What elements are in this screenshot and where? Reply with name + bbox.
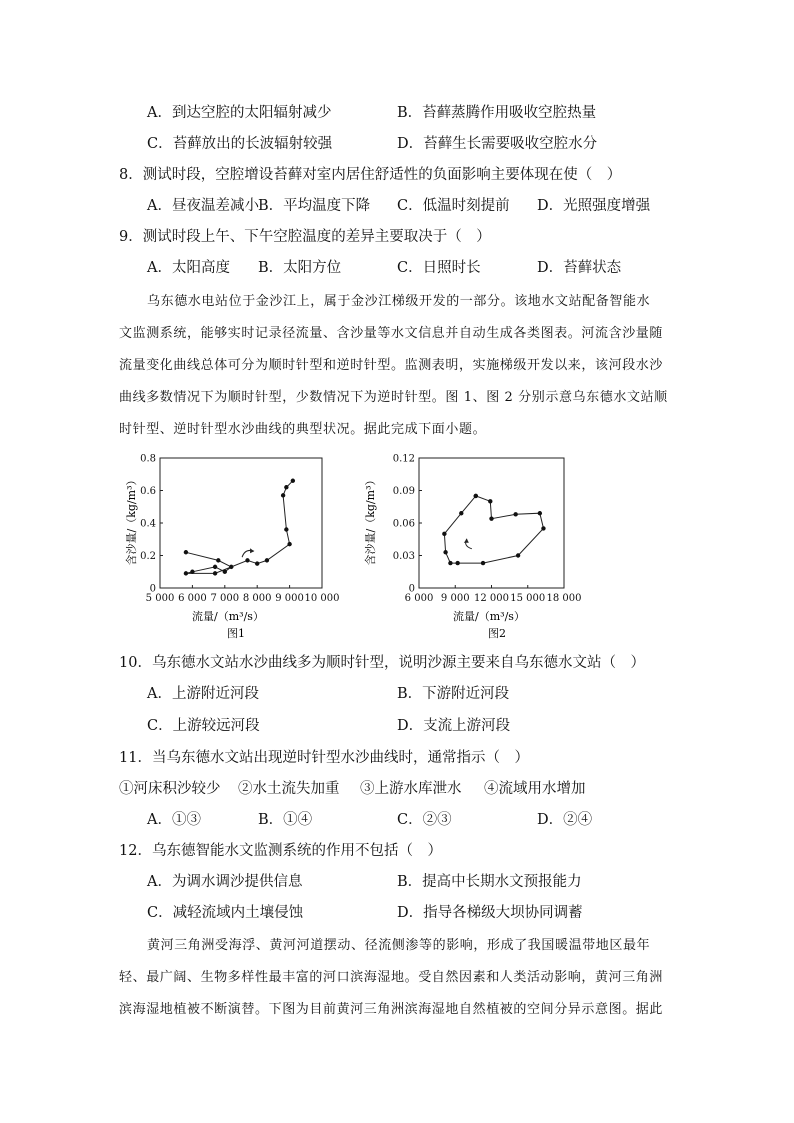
data-point: [442, 532, 446, 536]
y-tick-label: 0.6: [140, 486, 156, 497]
passage1-line-5: 时针型、逆时针型水沙曲线的典型状况。据此完成下面小题。: [119, 422, 487, 437]
x-tick-label: 8 000: [242, 593, 272, 604]
passage2-line-1: 黄河三角洲受海浮、黄河河道摆动、径流侧渗等的影响，形成了我国暖温带地区最年: [147, 938, 651, 953]
y-tick-label: 0: [408, 583, 415, 595]
passage2-line-2: 轻、最广阔、生物多样性最丰富的河口滨海湿地。受自然因素和人类活动影响，黄河三角洲: [119, 970, 664, 985]
y-tick-label: 0.09: [392, 486, 415, 497]
q7-option-a: A．到达空腔的太阳辐射减少: [147, 105, 332, 121]
data-point: [255, 561, 259, 565]
data-point: [284, 485, 288, 489]
data-point: [190, 570, 194, 574]
data-point: [538, 511, 542, 515]
data-point: [287, 542, 291, 546]
q10-option-c: C．上游较远河段: [147, 718, 260, 734]
q11-option-a: A．①③: [147, 812, 201, 828]
q10-option-d: D．支流上游河段: [397, 718, 511, 734]
figure-2-title: 图2: [488, 627, 506, 640]
y-tick-label: 0.4: [140, 518, 156, 530]
q11-option-d: D．②④: [537, 812, 593, 828]
q11-item-1: ①河床积沙较少: [119, 781, 221, 797]
figure-1-chart: [118, 448, 340, 644]
y-tick-label: 0: [149, 583, 156, 595]
q8-stem: 8．测试时段，空腔增设苔藓对室内居住舒适性的负面影响主要体现在使（ ）: [119, 167, 622, 183]
figure-2-chart: [357, 448, 587, 644]
data-point: [481, 561, 485, 565]
data-point: [184, 550, 188, 554]
passage1-line-2: 文监测系统，能够实时记录径流量、含沙量等水文信息并自动生成各类图表。河流含沙量随: [119, 326, 664, 341]
data-point: [541, 526, 545, 530]
data-point: [213, 565, 217, 569]
q8-option-b: B．平均温度下降: [258, 198, 371, 214]
data-point: [213, 571, 217, 575]
passage1-line-4: 曲线多数情况下为顺时针型，少数情况下为逆时针型。图 1、图 2 分别示意乌东德水文站顺: [119, 390, 668, 405]
x-tick-label: 6 000: [178, 593, 207, 604]
q11-item-4: ④流域用水增加: [484, 781, 586, 797]
q10-stem: 10．乌东德水文站水沙曲线多为顺时针型，说明沙源主要来自乌东德水文站（ ）: [119, 655, 645, 671]
q7-option-c: C．苔藓放出的长波辐射较强: [147, 136, 333, 152]
data-point: [443, 550, 447, 554]
x-tick-label: 6 000: [404, 593, 434, 604]
data-point: [284, 527, 288, 531]
data-point: [184, 571, 188, 575]
passage2-line-3: 滨海湿地植被不断演替。下图为目前黄河三角洲滨海湿地自然植被的空间分异示意图。据此: [119, 1002, 664, 1017]
data-point: [516, 553, 520, 557]
q8-option-d: D．光照强度增强: [537, 198, 651, 214]
x-tick-label: 5 000: [145, 593, 175, 604]
q9-option-c: C．日照时长: [397, 260, 481, 276]
q9-stem: 9．测试时段上午、下午空腔温度的差异主要取决于（ ）: [119, 229, 491, 245]
q12-option-c: C．减轻流域内土壤侵蚀: [147, 905, 304, 921]
data-point: [489, 516, 493, 520]
figure-1-ylabel: 含沙量/（kg/m³）: [125, 474, 138, 566]
y-tick-label: 0.12: [392, 453, 415, 465]
y-tick-label: 0.06: [392, 518, 415, 530]
passage1-line-1: 乌东德水电站位于金沙江上，属于金沙江梯级开发的一部分。该地水文站配备智能水: [147, 294, 651, 309]
q8-option-a: A．昼夜温差减小: [147, 198, 259, 214]
x-tick-label: 12 000: [474, 593, 509, 604]
figure-2-ylabel: 含沙量/（kg/m³）: [364, 474, 377, 566]
y-tick-label: 0.03: [392, 551, 415, 562]
x-tick-label: 15 000: [510, 593, 546, 604]
figure-1-title: 图1: [227, 627, 245, 640]
x-tick-label: 7 000: [210, 593, 240, 604]
y-tick-label: 0.2: [140, 551, 156, 562]
q10-option-b: B．下游附近河段: [397, 686, 510, 702]
x-tick-label: 18 000: [546, 593, 582, 604]
figure-2-xlabel: 流量/（m³/s）: [453, 610, 525, 623]
q12-option-d: D．指导各梯级大坝协同调蓄: [397, 905, 583, 921]
data-point: [245, 558, 249, 562]
q9-option-d: D．苔藓状态: [537, 260, 622, 276]
q9-option-a: A．太阳高度: [147, 260, 230, 276]
data-point: [265, 558, 269, 562]
q9-option-b: B．太阳方位: [258, 260, 342, 276]
data-point: [448, 561, 452, 565]
x-tick-label: 9 000: [275, 593, 304, 604]
x-tick-label: 9 000: [440, 593, 470, 604]
q8-option-c: C．低温时刻提前: [397, 198, 510, 214]
data-point: [513, 512, 517, 516]
q11-option-b: B．①④: [258, 812, 313, 828]
y-tick-label: 0.8: [140, 453, 156, 465]
data-point: [459, 511, 463, 515]
q7-option-b: B．苔藓蒸腾作用吸收空腔热量: [397, 105, 597, 121]
data-point: [229, 565, 233, 569]
data-point: [281, 493, 285, 497]
q12-option-a: A．为调水调沙提供信息: [147, 874, 303, 890]
data-point: [216, 558, 220, 562]
data-point: [488, 499, 492, 503]
data-point: [223, 570, 227, 574]
q10-option-a: A．上游附近河段: [147, 686, 259, 702]
q11-item-2: ②水土流失加重: [238, 781, 340, 797]
figure-1-xlabel: 流量/（m³/s）: [192, 610, 264, 623]
data-point: [474, 494, 478, 498]
passage1-line-3: 流量变化曲线总体可分为顺时针型和逆时针型。监测表明，实施梯级开发以来，该河段水沙: [119, 358, 664, 373]
data-point: [291, 479, 295, 483]
q11-option-c: C．②③: [397, 812, 452, 828]
q11-item-3: ③上游水库泄水: [360, 781, 462, 797]
q11-stem: 11．当乌东德水文站出现逆时针型水沙曲线时，通常指示（ ）: [119, 750, 529, 766]
q12-option-b: B．提高中长期水文预报能力: [397, 874, 582, 890]
q12-stem: 12．乌东德智能水文监测系统的作用不包括（ ）: [119, 843, 442, 859]
data-point: [455, 561, 459, 565]
x-tick-label: 10 000: [304, 593, 340, 604]
q7-option-d: D．苔藓生长需要吸收空腔水分: [397, 136, 598, 152]
